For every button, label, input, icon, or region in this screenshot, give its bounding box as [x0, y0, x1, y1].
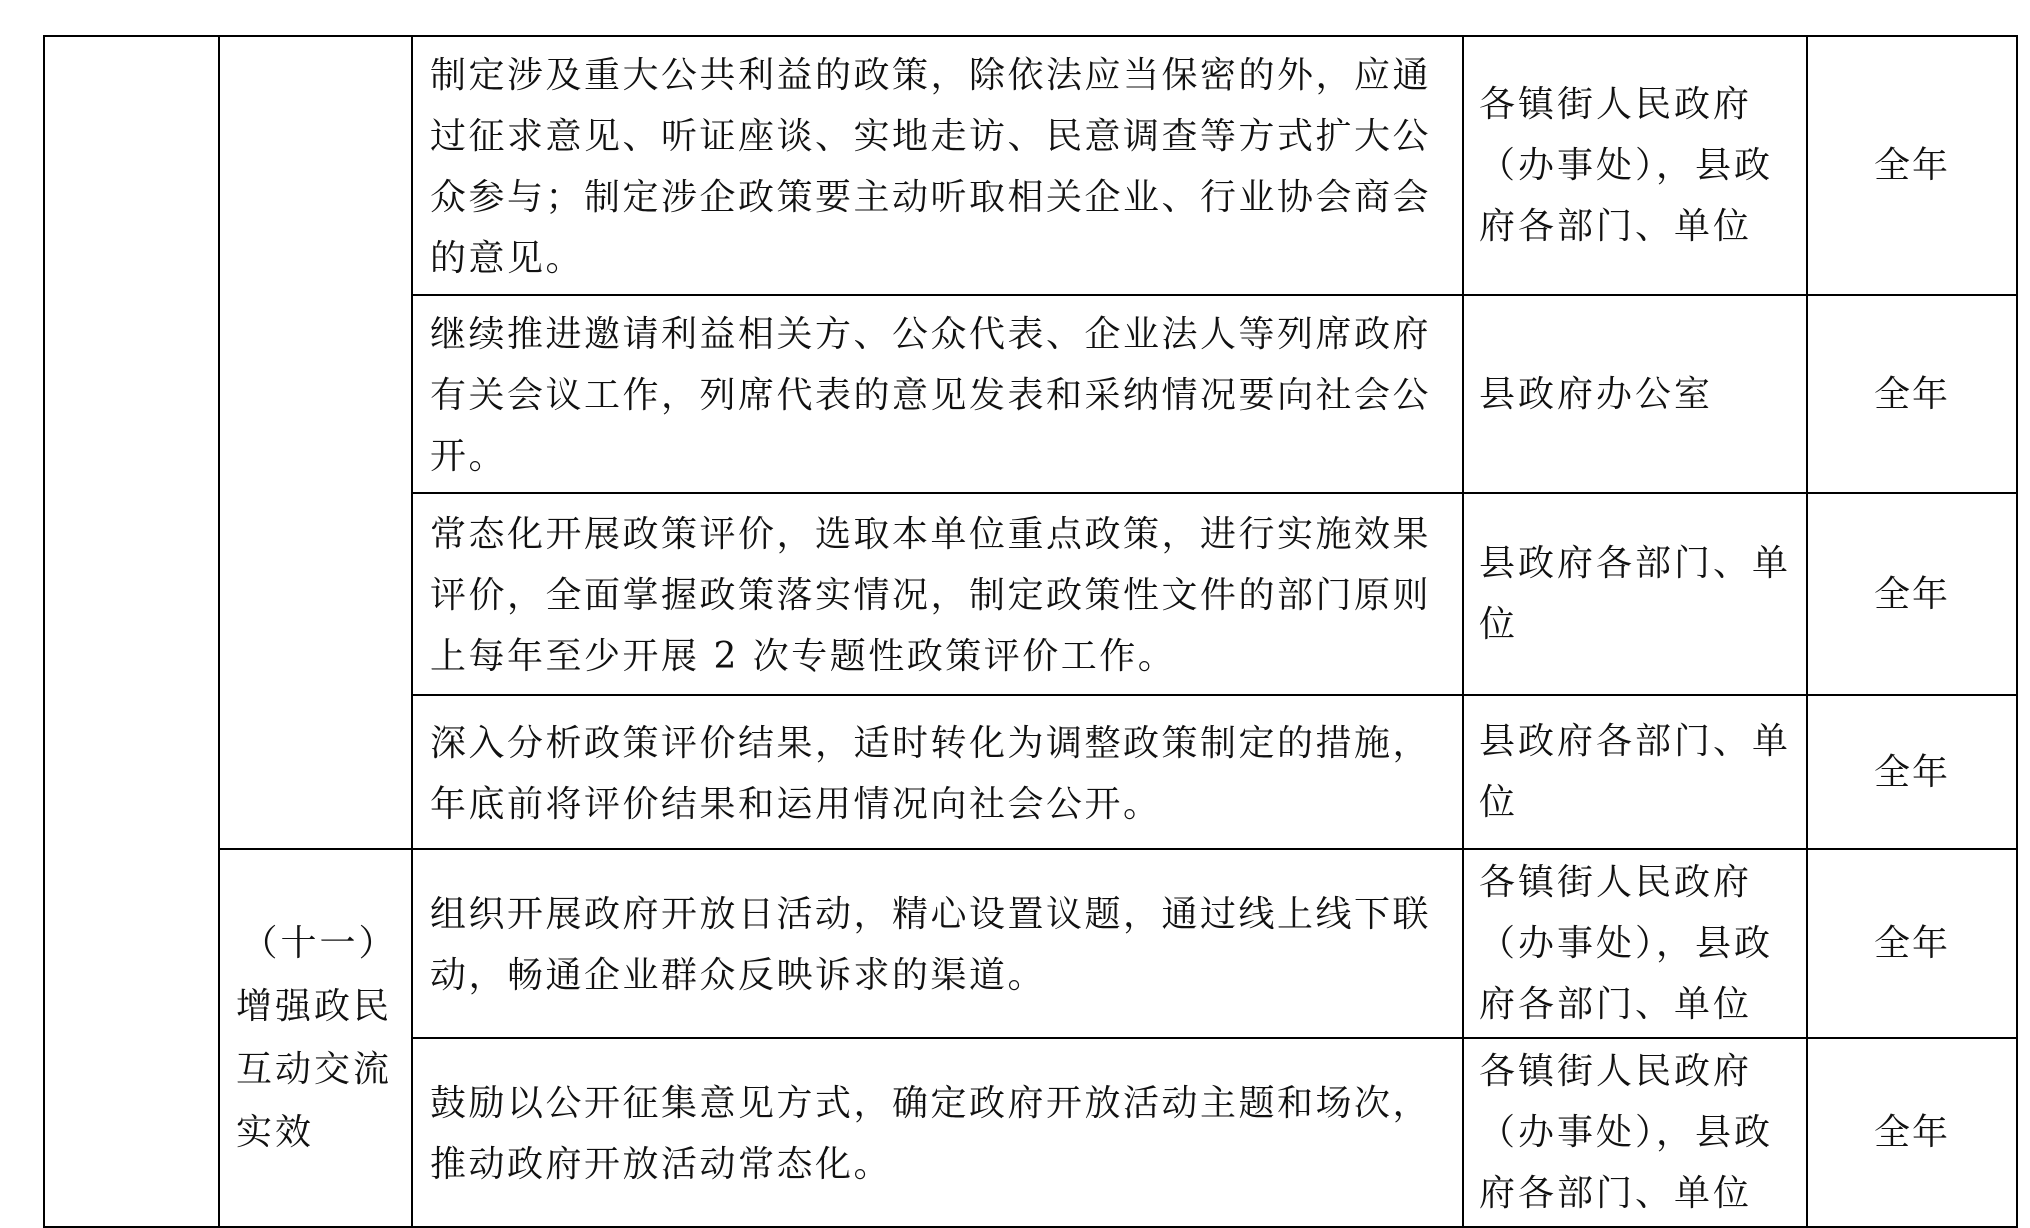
task-content: 继续推进邀请利益相关方、公众代表、企业法人等列席政府有关会议工作，列席代表的意见发表和采纳情况要向社会公开。 — [412, 295, 1463, 493]
category-cell — [219, 849, 412, 1227]
timeframe: 全年 — [1807, 849, 2017, 1038]
timeframe: 全年 — [1807, 36, 2017, 295]
responsible-unit: 各镇街人民政府（办事处），县政府各部门、单位 — [1463, 1038, 1807, 1227]
responsible-unit: 县政府各部门、单位 — [1463, 493, 1807, 695]
responsible-unit: 县政府各部门、单位 — [1463, 695, 1807, 849]
task-content: 鼓励以公开征集意见方式，确定政府开放活动主题和场次，推动政府开放活动常态化。 — [412, 1038, 1463, 1227]
task-content: 制定涉及重大公共利益的政策，除依法应当保密的外，应通过征求意见、听证座谈、实地走访、民意调查等方式扩大公众参与；制定涉企政策要主动听取相关企业、行业协会商会的意见。 — [412, 36, 1463, 295]
timeframe: 全年 — [1807, 295, 2017, 493]
task-content: 组织开展政府开放日活动，精心设置议题，通过线上线下联动，畅通企业群众反映诉求的渠道。 — [412, 849, 1463, 1038]
timeframe: 全年 — [1807, 493, 2017, 695]
table-row — [44, 849, 2017, 1038]
task-table — [43, 35, 2018, 1228]
task-content: 深入分析政策评价结果，适时转化为调整政策制定的措施，年底前将评价结果和运用情况向社会公开。 — [412, 695, 1463, 849]
category-number: （十一） — [241, 923, 398, 964]
timeframe: 全年 — [1807, 1038, 2017, 1227]
task-content: 常态化开展政策评价，选取本单位重点政策，进行实施效果评价，全面掌握政策落实情况，制定政策性文件的部门原则上每年至少开展 2 次专题性政策评价工作。 — [412, 493, 1463, 695]
responsible-unit: 各镇街人民政府（办事处），县政府各部门、单位 — [1463, 36, 1807, 295]
timeframe: 全年 — [1807, 695, 2017, 849]
responsible-unit: 各镇街人民政府（办事处），县政府各部门、单位 — [1463, 849, 1807, 1038]
responsible-unit: 县政府办公室 — [1463, 295, 1807, 493]
category-title: 增强政民互动交流实效 — [236, 986, 393, 1153]
first-column-cell — [44, 36, 219, 1227]
category-cell-previous — [219, 36, 412, 849]
table-row — [44, 36, 2017, 295]
